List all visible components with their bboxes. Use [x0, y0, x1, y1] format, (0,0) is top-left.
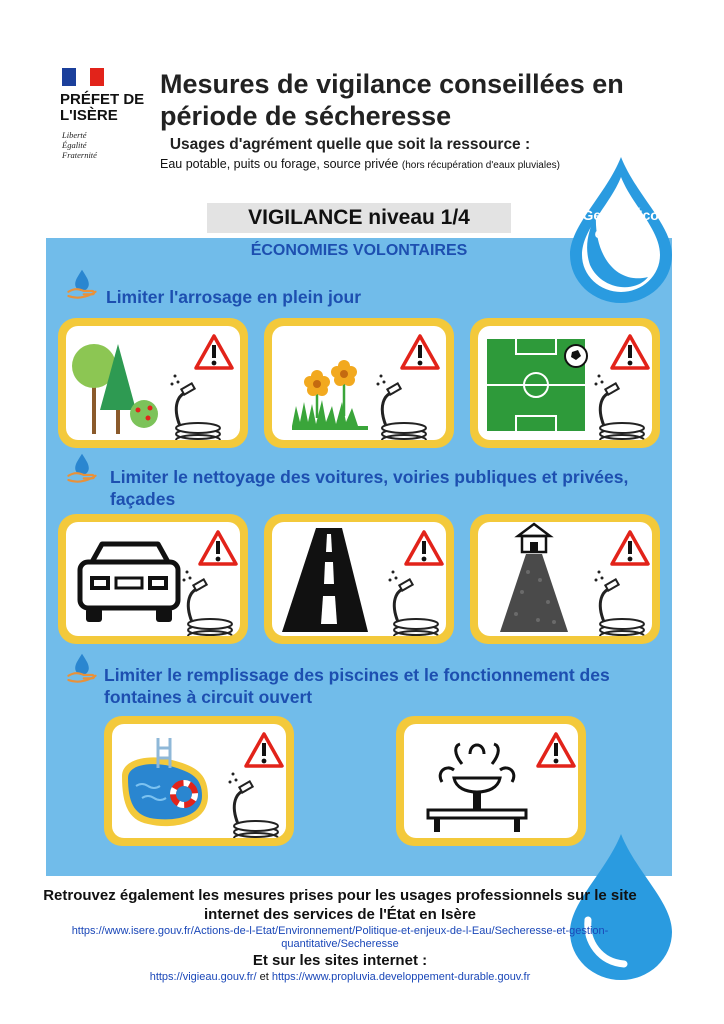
vigilance-level-label: VIGILANCE niveau 1/4 [207, 203, 511, 233]
footer-link-propluvia[interactable]: https://www.propluvia.developpement-durable.gouv.fr [271, 971, 531, 983]
eco-citizen-badge: Gestes Éco-citoyens [582, 207, 664, 241]
card-fountain [396, 716, 586, 846]
card-road [264, 514, 454, 644]
water-hand-icon [64, 452, 100, 486]
footer-link-vigieau[interactable]: https://vigieau.gouv.fr/ [149, 971, 257, 983]
footer-link-isere[interactable]: https://www.isere.gouv.fr/Actions-de-l-Etat/Environnement/Politique-et-enjeux-de-l-Eau/Secheresse-et-gestion-quantitative/Secheresse [71, 925, 609, 950]
motto-fraternite: Fraternité [62, 150, 97, 160]
trees-icon [66, 326, 240, 440]
car-icon [66, 522, 240, 636]
section-title-pools: Limiter le remplissage des piscines et le fonctionnement des fontaines à circuit ouvert [104, 665, 610, 707]
house-path-icon [478, 522, 652, 636]
republic-flag-logo [62, 68, 104, 86]
pool-icon [112, 724, 286, 838]
footer-link-separator: et [259, 971, 269, 983]
section-title-watering: Limiter l'arrosage en plein jour [106, 287, 362, 307]
resource-list-text: Eau potable, puits ou forage, source privée [160, 157, 399, 171]
resource-list [100, 157, 620, 171]
road-icon [272, 522, 446, 636]
flowers-icon [272, 326, 446, 440]
fountain-icon [404, 724, 578, 838]
economies-heading: ÉCONOMIES VOLONTAIRES [250, 242, 468, 259]
motto-liberte: Liberté [62, 130, 87, 140]
card-car [58, 514, 248, 644]
page-subtitle: Usages d'agrément quelle que soit la ressource : [169, 136, 531, 153]
prefet-label: PRÉFET DE L'ISÈRE [60, 91, 145, 124]
resource-list-note: (hors récupération d'eaux pluviales) [401, 160, 560, 171]
section-title-cleaning: Limiter le nettoyage des voitures, voiries publiques et privées, façades [110, 467, 629, 509]
footer-links [40, 971, 640, 983]
card-house-path [470, 514, 660, 644]
footer-professional-info: Retrouvez également les mesures prises pour les usages professionnels sur le site internet des services de l'État en Isère [43, 887, 637, 923]
page-title: Mesures de vigilance conseillées en période de sécheresse [160, 69, 624, 131]
card-trees [58, 318, 248, 448]
water-hand-icon [64, 652, 100, 686]
motto-egalite: Égalité [62, 140, 87, 150]
card-pool [104, 716, 294, 846]
water-hand-icon [64, 268, 100, 302]
football-field-icon [478, 326, 652, 440]
card-flowers [264, 318, 454, 448]
card-football-field [470, 318, 660, 448]
footer-websites-heading: Et sur les sites internet : [252, 952, 428, 969]
